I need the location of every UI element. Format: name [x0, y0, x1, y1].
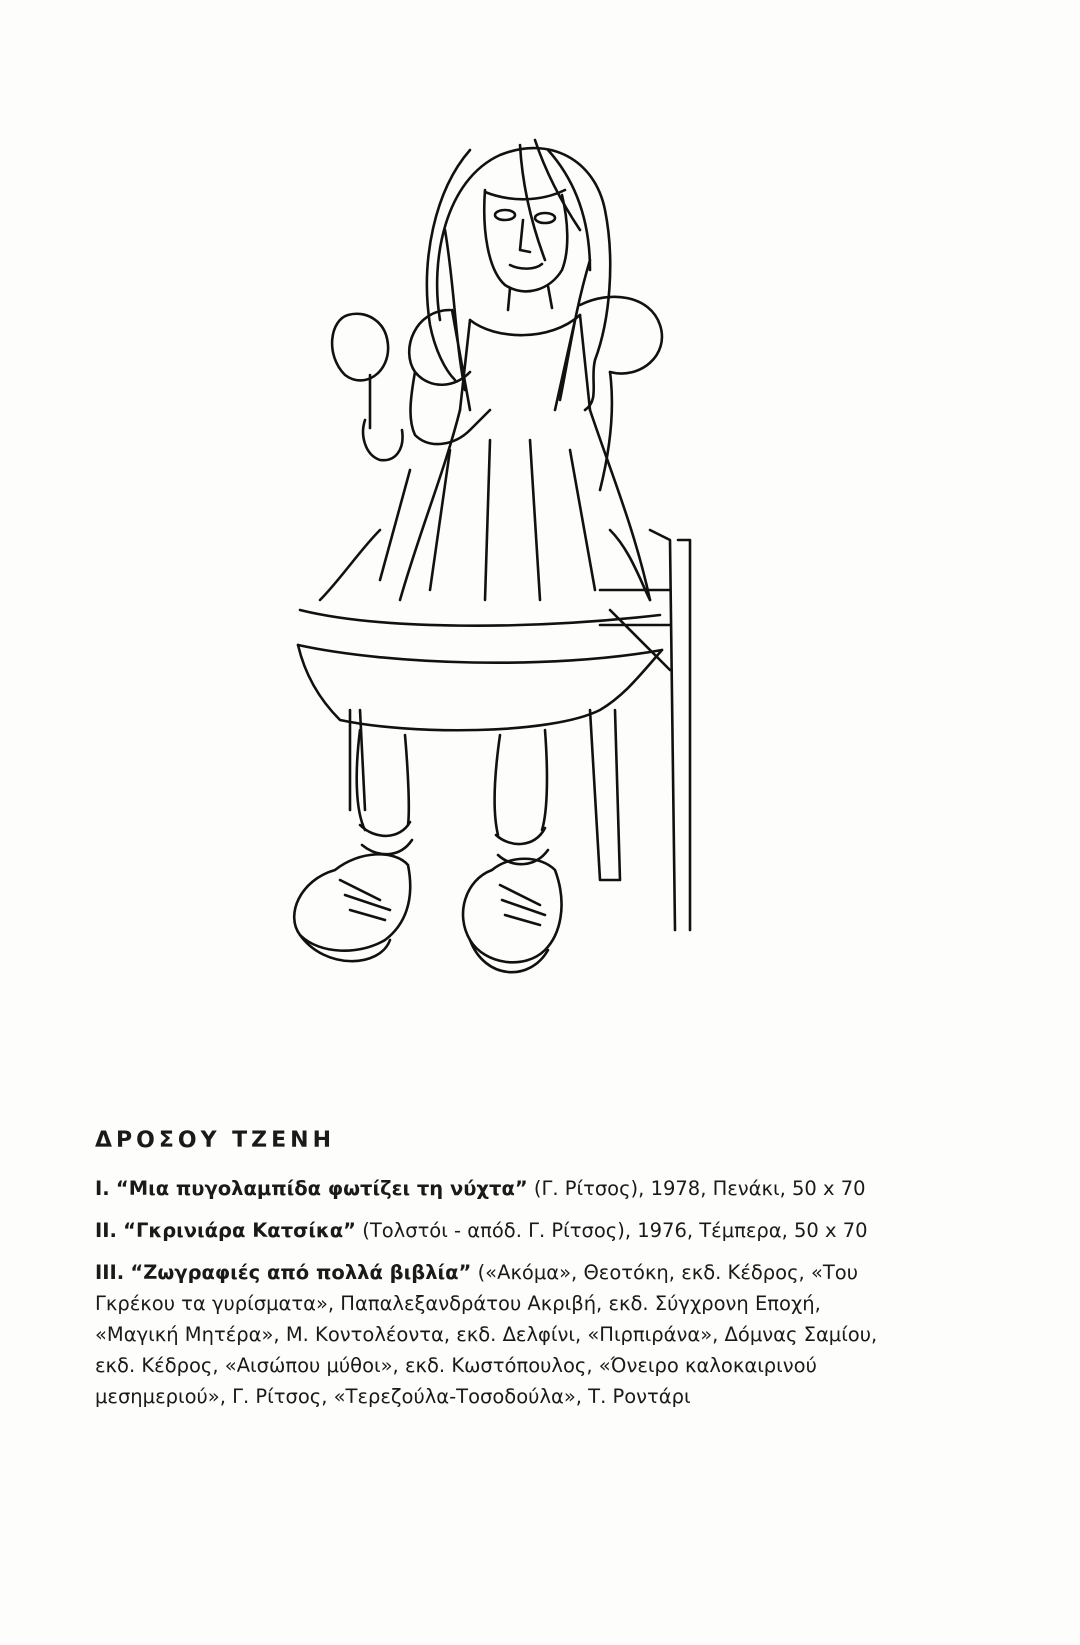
- work-title: “Γκρινιάρα Κατσίκα”: [123, 1219, 357, 1242]
- work-details: (Τολστόι - απόδ. Γ. Ρίτσος), 1976, Τέμπερα, 50 x 70: [362, 1219, 868, 1242]
- work-title: “Μια πυγολαμπίδα φωτίζει τη νύχτα”: [115, 1177, 528, 1200]
- work-details: (Γ. Ρίτσος), 1978, Πενάκι, 50 x 70: [533, 1177, 866, 1200]
- work-numeral: I.: [95, 1177, 110, 1200]
- work-title: “Ζωγραφιές από πολλά βιβλία”: [130, 1261, 472, 1284]
- work-entry-3: [95, 1257, 895, 1412]
- girl-on-chair-drawing: [230, 110, 750, 1070]
- work-numeral: III.: [95, 1261, 125, 1284]
- artist-name: ΔΡΟΣΟΥ ΤΖΕΝΗ: [95, 1128, 335, 1153]
- work-entry-1: [95, 1173, 895, 1204]
- caption-block: [95, 1128, 895, 1423]
- work-entry-2: [95, 1215, 895, 1246]
- work-details: («Ακόμα», Θεοτόκη, εκδ. Κέδρος, «Του Γκρέκου τα γυρίσματα», Παπαλεξανδράτου Ακριβή, εκδ. Σύγχρονη Εποχή, «Μαγική Μητέρα», Μ. Κοντολέοντα, εκδ. Δελφίνι, «Πιρπιράνα», Δόμνας Σαμίου, εκδ. Κέδρος, «Αισώπου μύθοι», εκδ. Κωστόπουλος, «Όνειρο καλοκαιρινού μεσημεριού», Γ. Ρίτσος, «Τερεζούλα-Τοσοδούλα», Τ. Ρoντάρι: [95, 1261, 878, 1408]
- work-numeral: II.: [95, 1219, 117, 1242]
